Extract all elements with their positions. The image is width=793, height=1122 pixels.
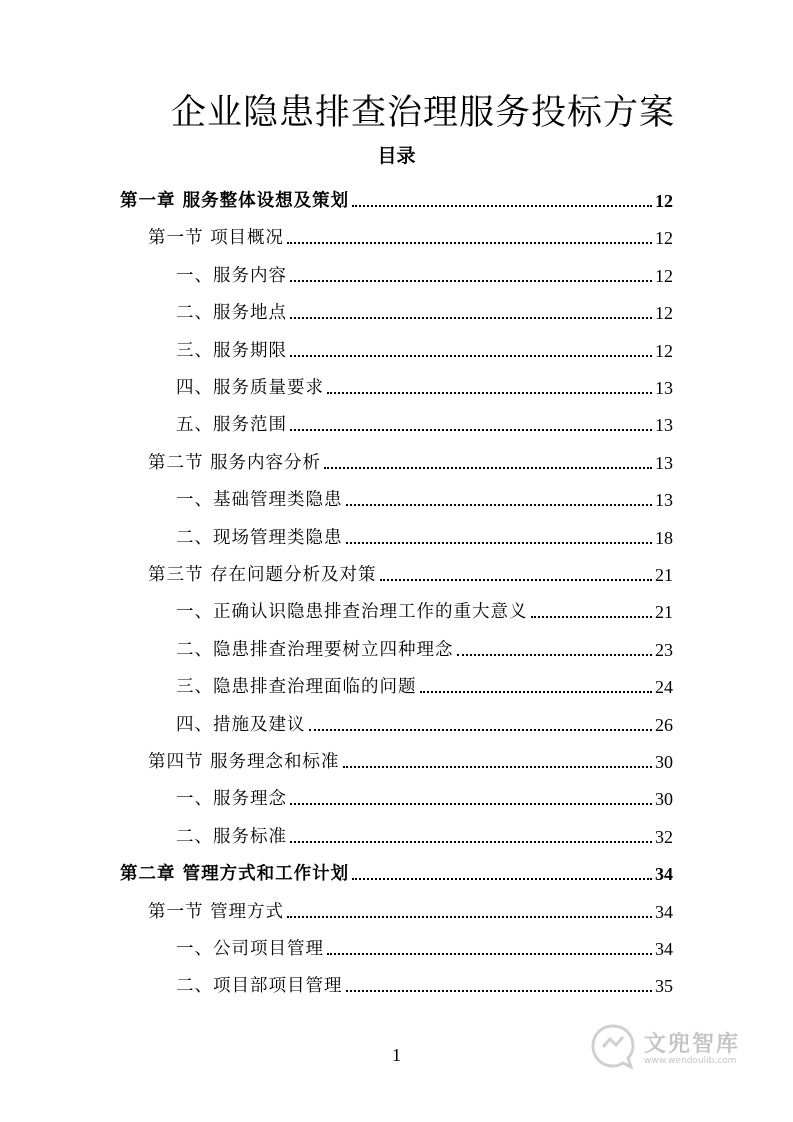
toc-leader-dots	[352, 878, 652, 880]
toc-entry-page: 30	[655, 752, 673, 772]
toc-leader-dots	[290, 841, 652, 843]
toc-entry[interactable]	[176, 251, 673, 288]
toc-entry-label: 一、服务内容	[176, 265, 287, 286]
toc-entry[interactable]	[176, 475, 673, 512]
toc-leader-dots	[290, 429, 652, 431]
toc-entry-label: 三、隐患排查治理面临的问题	[176, 677, 417, 698]
toc-entry[interactable]	[148, 213, 673, 250]
toc-entry[interactable]	[120, 176, 673, 213]
toc-leader-dots	[327, 392, 652, 394]
toc-entry-label: 二、隐患排查治理要树立四种理念	[176, 639, 454, 660]
toc-entry[interactable]	[176, 961, 673, 998]
toc-entry-label: 第二节 服务内容分析	[148, 452, 322, 473]
toc-entry-label: 二、服务标准	[176, 826, 287, 847]
toc-entry[interactable]	[176, 774, 673, 811]
toc-entry-page: 21	[655, 565, 673, 585]
toc-entry-page: 13	[655, 490, 673, 511]
toc-entry-label: 二、现场管理类隐患	[176, 527, 343, 548]
toc-entry[interactable]	[148, 550, 673, 587]
toc-entry-page: 12	[655, 191, 673, 211]
toc-leader-dots	[287, 242, 652, 244]
page-number: 1	[392, 1045, 401, 1065]
toc-entry-label: 四、服务质量要求	[176, 378, 324, 398]
toc-entry[interactable]	[176, 288, 673, 325]
toc-entry[interactable]	[176, 363, 673, 400]
toc-leader-dots	[457, 654, 653, 656]
document-title: 企业隐患排查治理服务投标方案	[170, 93, 675, 133]
toc-entry-label: 第一节 项目概况	[148, 228, 285, 249]
watermark	[590, 1018, 770, 1074]
toc-heading: 目录	[377, 145, 416, 167]
toc-entry-label: 第二章 管理方式和工作计划	[120, 864, 350, 885]
toc-leader-dots	[352, 205, 652, 207]
toc-leader-dots	[290, 280, 652, 282]
toc-entry-page: 13	[655, 415, 673, 436]
toc-entry-label: 一、公司项目管理	[176, 939, 324, 959]
toc-leader-dots	[343, 766, 652, 768]
toc-entry-page: 26	[655, 714, 673, 735]
toc-leader-dots	[531, 616, 653, 618]
toc-entry[interactable]	[176, 513, 673, 550]
toc-entry[interactable]	[148, 737, 673, 774]
toc-entry-label: 四、措施及建议	[176, 714, 306, 735]
toc-entry-page: 21	[655, 602, 673, 623]
toc-entry-label: 五、服务范围	[176, 415, 287, 436]
toc-entry-page: 34	[655, 901, 673, 922]
toc-entry[interactable]	[148, 887, 673, 924]
toc-entry[interactable]	[120, 849, 673, 886]
toc-entry-label: 二、服务地点	[176, 303, 287, 324]
watermark-logo-icon	[590, 1023, 636, 1069]
toc-entry-label: 第三节 存在问题分析及对策	[148, 565, 377, 585]
toc-entry-page: 23	[655, 639, 673, 660]
toc-leader-dots	[346, 542, 653, 544]
toc-entry-label: 三、服务期限	[176, 340, 287, 361]
toc-entry-page: 34	[655, 939, 673, 959]
toc-entry-page: 30	[655, 789, 673, 810]
toc-entry-page: 32	[655, 826, 673, 847]
toc-entry-page: 12	[655, 265, 673, 286]
toc-leader-dots	[324, 467, 652, 469]
toc-leader-dots	[287, 916, 652, 918]
toc-entry-label: 一、基础管理类隐患	[176, 490, 343, 511]
toc-entry-page: 35	[655, 976, 673, 997]
toc-leader-dots	[290, 355, 652, 357]
toc-leader-dots	[420, 691, 653, 693]
toc-leader-dots	[290, 803, 652, 805]
toc-entry-label: 一、服务理念	[176, 789, 287, 810]
toc-entry-page: 13	[655, 378, 673, 398]
toc-entry[interactable]	[176, 924, 673, 961]
toc-entry-page: 18	[655, 527, 673, 548]
toc-entry-page: 12	[655, 228, 673, 249]
toc-entry[interactable]	[148, 438, 673, 475]
toc-leader-dots	[327, 953, 652, 955]
toc-entry-page: 34	[655, 864, 673, 885]
toc-entry-label: 二、项目部项目管理	[176, 976, 343, 997]
toc-leader-dots	[346, 504, 653, 506]
watermark-url: www.wendoulib.com	[644, 1055, 737, 1066]
toc-entry[interactable]	[176, 326, 673, 363]
toc-entry[interactable]	[176, 662, 673, 699]
toc-entry[interactable]	[176, 812, 673, 849]
toc-entry[interactable]	[176, 700, 673, 737]
toc-entry-label: 第四节 服务理念和标准	[148, 752, 340, 772]
toc-entry[interactable]	[176, 587, 673, 624]
toc-entry-page: 24	[655, 677, 673, 698]
toc-entry-page: 12	[655, 340, 673, 361]
toc-entry-label: 第一章 服务整体设想及策划	[120, 191, 350, 211]
toc-entry-label: 第一节 管理方式	[148, 901, 285, 922]
toc-entry-label: 一、正确认识隐患排查治理工作的重大意义	[176, 602, 528, 623]
watermark-brand: 文兜智库	[644, 1031, 741, 1057]
toc-entry-page: 12	[655, 303, 673, 324]
toc-leader-dots	[309, 729, 653, 731]
toc-leader-dots	[346, 990, 653, 992]
toc-entry-page: 13	[655, 452, 673, 473]
toc-leader-dots	[380, 579, 652, 581]
toc-leader-dots	[290, 317, 652, 319]
toc-entry[interactable]	[176, 400, 673, 437]
toc-entry[interactable]	[176, 625, 673, 662]
